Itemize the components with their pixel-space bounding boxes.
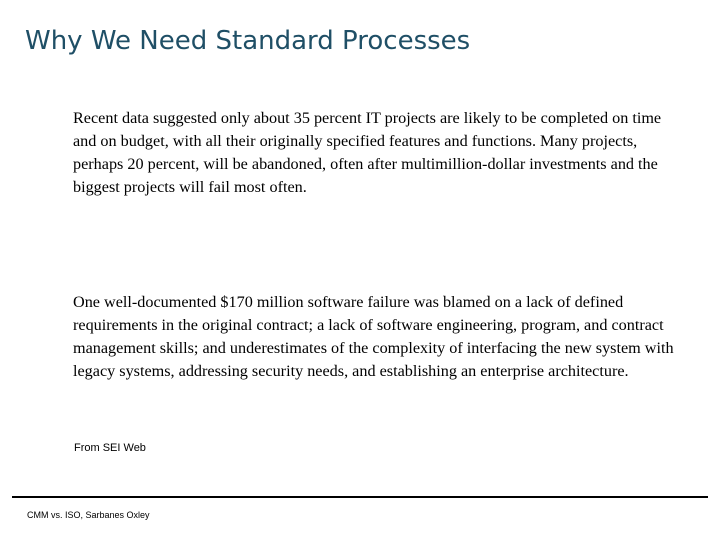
footer-divider — [12, 496, 708, 498]
body-paragraph-software-failure: One well-documented $170 million software failure was blamed on a lack of defined requirements in the original contract; a lack of software engineering, program, and contract management skills; and underestimates of the complexity of interfacing the new system with legacy systems, addressing security needs, and establishing an enterprise architecture. — [73, 293, 674, 380]
slide-title: Why We Need Standard Processes — [25, 26, 471, 56]
footer-label: CMM vs. ISO, Sarbanes Oxley — [27, 510, 150, 520]
body-paragraph-project-statistics: Recent data suggested only about 35 percent IT projects are likely to be completed on time and on budget, with all their originally specified features and functions. Many projects, perhaps 20 percent, will be abandoned, often after multimillion-dollar investments and the biggest projects will fail most often. — [73, 109, 662, 196]
source-note: From SEI Web — [74, 442, 146, 454]
